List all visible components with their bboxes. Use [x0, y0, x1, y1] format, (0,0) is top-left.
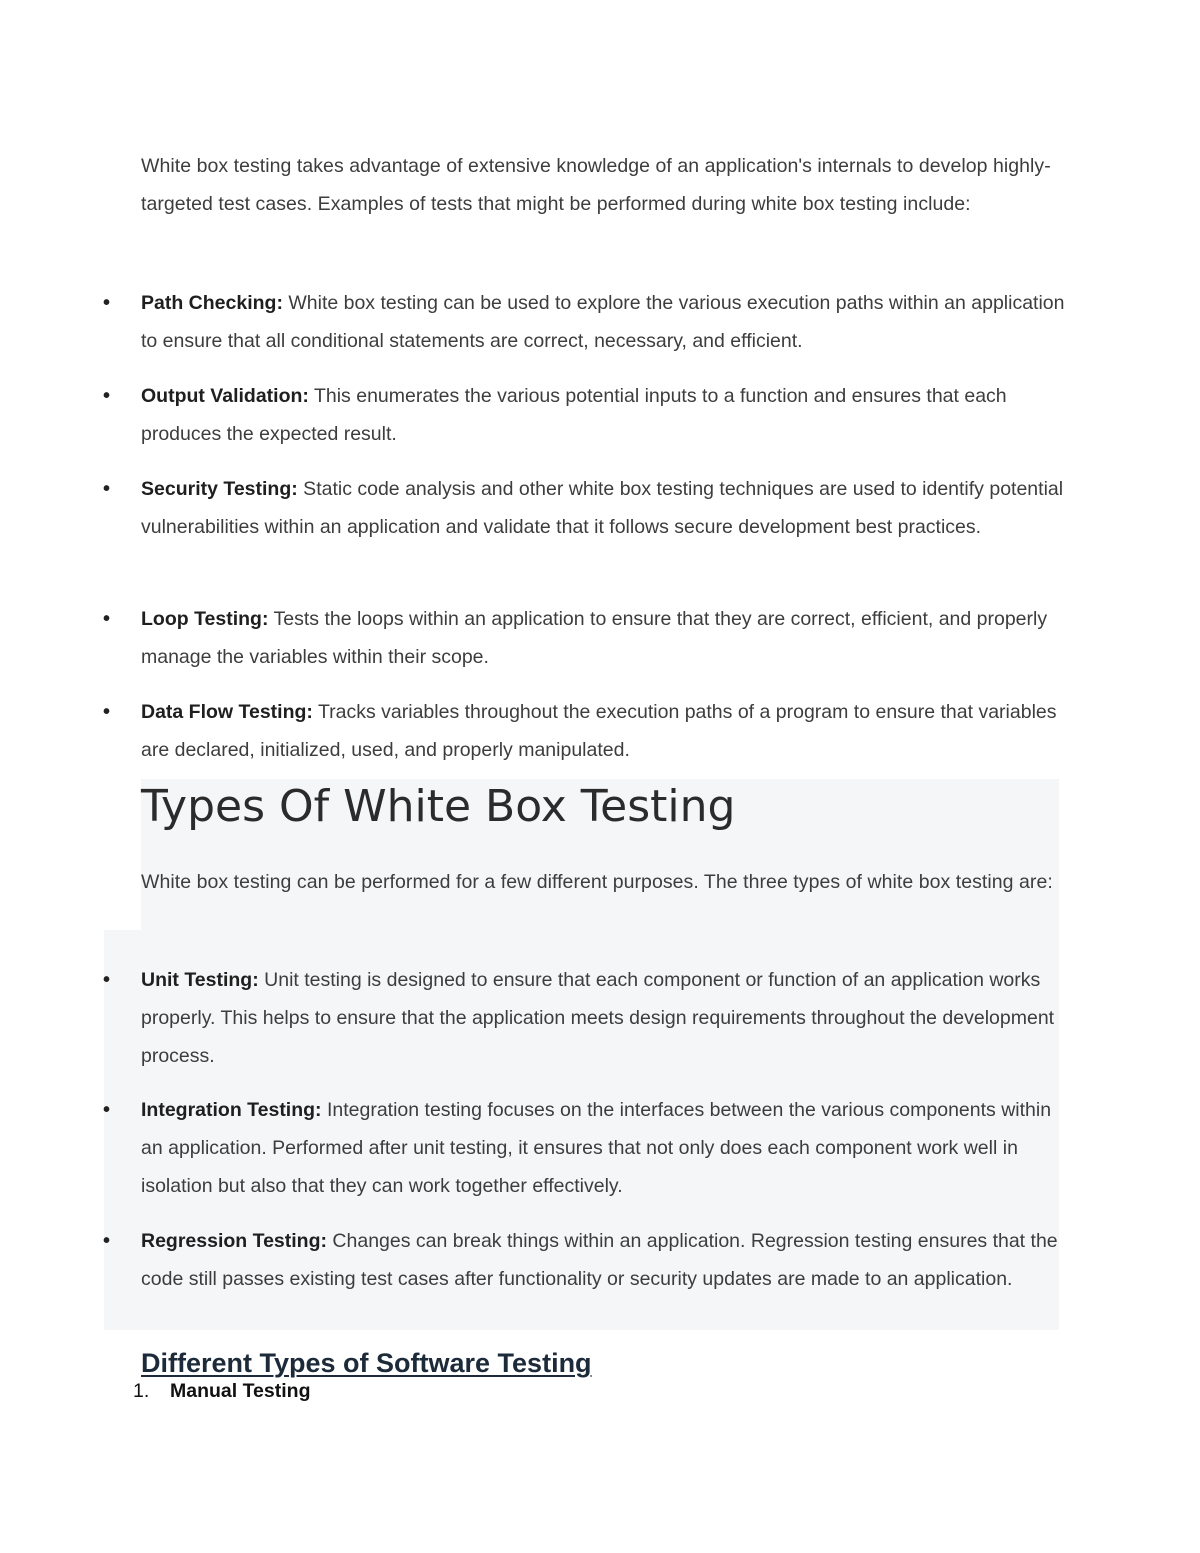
list-item-text: This enumerates the various potential inputs to a function and ensures that each produces the expected result. — [141, 385, 1007, 445]
types-intro-paragraph: White box testing can be performed for a few different purposes. The three types of white box testing are: — [141, 871, 1053, 893]
software-testing-heading: Different Types of Software Testing — [141, 1348, 592, 1378]
list-item — [103, 377, 1066, 453]
list-item-term: Regression Testing: — [141, 1230, 328, 1252]
numbered-list-item — [133, 1379, 310, 1403]
list-item-term: Path Checking: — [141, 292, 283, 314]
types-heading: Types Of White Box Testing — [141, 781, 736, 832]
list-item-text: Static code analysis and other white box testing techniques are used to identify potential vulnerabilities within an application and validate that it follows secure development best practices. — [141, 478, 1064, 538]
bullet-icon: • — [103, 292, 111, 314]
list-item-text: Changes can break things within an application. Regression testing ensures that the code still passes existing test cases after functionality or security updates are made to an application. — [141, 1230, 1058, 1290]
list-item-text: Tests the loops within an application to ensure that they are correct, efficient, and properly manage the variables within their scope. — [141, 608, 1048, 668]
list-item-text: Integration testing focuses on the interfaces between the various components within an application. Performed after unit testing, it ensures that not only does each component work well in isolation but also that they can work together effectively. — [141, 1099, 1052, 1197]
list-item-term: Loop Testing: — [141, 608, 269, 630]
list-item-term: Security Testing: — [141, 478, 298, 500]
bullet-icon: • — [103, 385, 111, 407]
list-item-text: Tracks variables throughout the execution paths of a program to ensure that variables are declared, initialized, used, and properly manipulated. — [141, 701, 1057, 761]
list-item — [103, 470, 1066, 546]
list-item — [103, 1091, 1066, 1205]
bullet-icon: • — [103, 701, 111, 723]
list-item-term: Integration Testing: — [141, 1099, 322, 1121]
bullet-icon: • — [103, 969, 111, 991]
list-item-text: White box testing can be used to explore the various execution paths within an application to ensure that all conditional statements are correct, necessary, and efficient. — [141, 292, 1065, 352]
list-item-term: Unit Testing: — [141, 969, 259, 991]
list-item — [103, 1222, 1066, 1298]
list-number: 1. — [133, 1380, 150, 1402]
list-item-label: Manual Testing — [170, 1380, 311, 1402]
list-item — [103, 961, 1066, 1075]
list-item — [103, 284, 1066, 360]
bullet-icon: • — [103, 1230, 111, 1252]
list-item-term: Data Flow Testing: — [141, 701, 313, 723]
list-item — [103, 693, 1066, 769]
list-item — [103, 600, 1066, 676]
bullet-icon: • — [103, 478, 111, 500]
intro-paragraph: White box testing takes advantage of extensive knowledge of an application's internals to develop highly-targeted test cases. Examples of tests that might be performed during white box testing include: — [141, 155, 1051, 215]
bullet-icon: • — [103, 608, 111, 630]
list-item-term: Output Validation: — [141, 385, 309, 407]
list-item-text: Unit testing is designed to ensure that each component or function of an application works properly. This helps to ensure that the application meets design requirements throughout the development process. — [141, 969, 1055, 1067]
bullet-icon: • — [103, 1099, 111, 1121]
